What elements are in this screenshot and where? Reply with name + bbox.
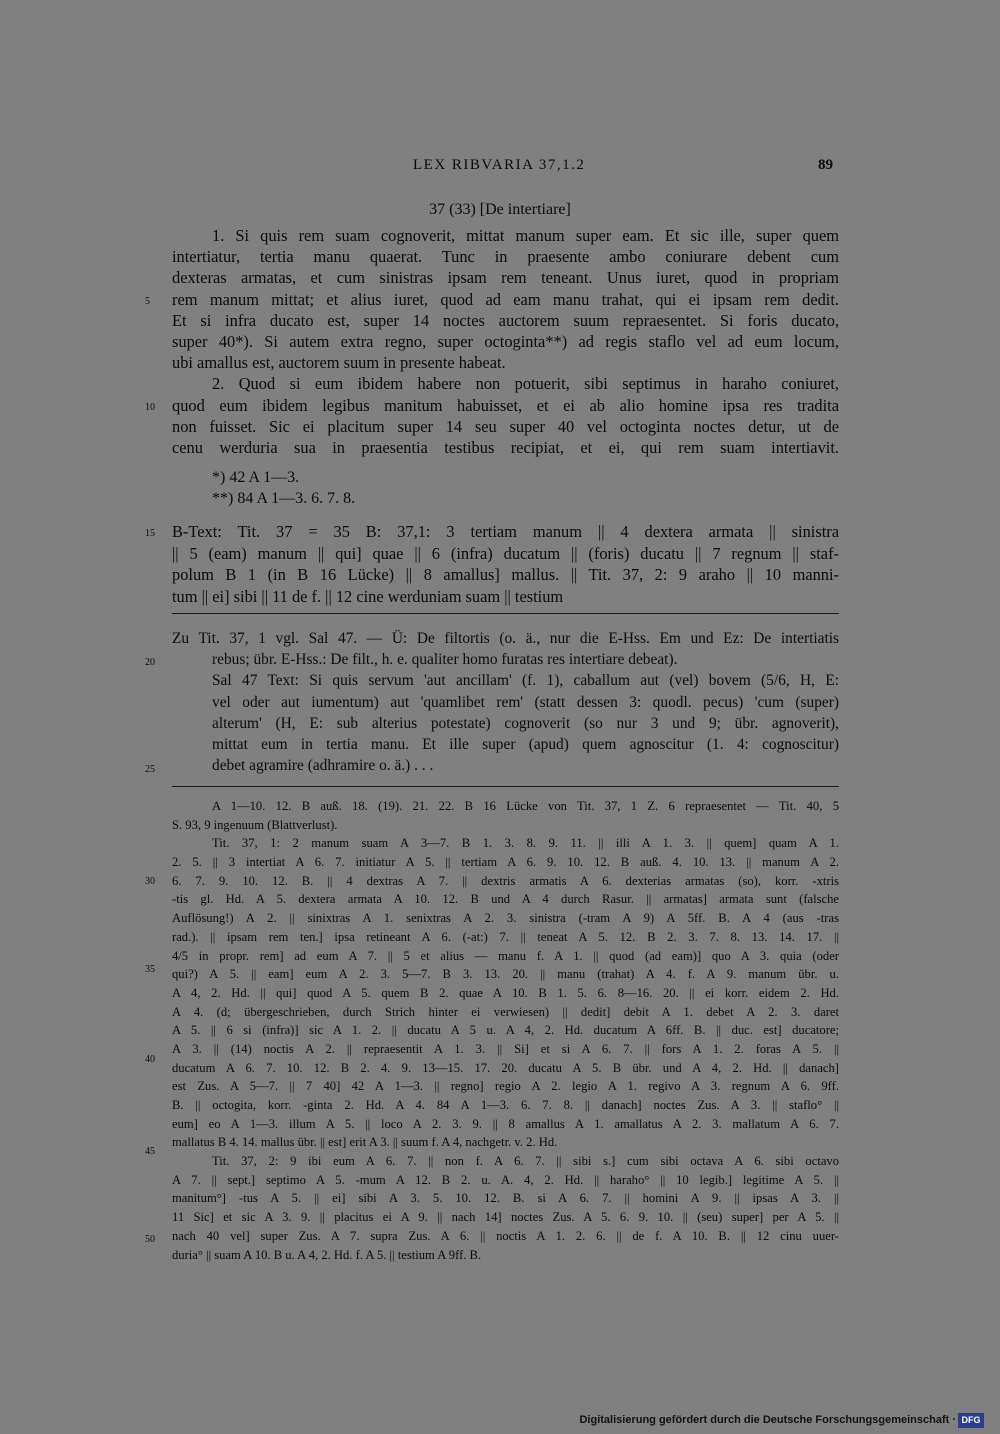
- text-line: non fuisset. Sic ei placitum super 14 seu super 40 vel octoginta noctes detur, ut de: [172, 416, 839, 436]
- apparatus-line: B. || octogita, korr. -ginta 2. Hd. A 4. 84 A 1—3. 6. 7. 8. || danach] noctes Zus. A 3. || staflo° ||: [172, 1098, 839, 1112]
- apparatus-line: Auflösung!) A 2. || sinixtras A 1. senixtras A 2. 3. sinistra (-tram A 9) A 5ff. B. A 4 (aus -tras: [172, 911, 839, 926]
- apparatus-line: A 5. || 6 si (infra)] sic A 1. 2. || ducatu A 5 u. A 4, 2. Hd. ducatum A 6ff. B. || duc. est] ducatore;: [172, 1023, 839, 1038]
- apparatus-line: A 4. (d; übergeschrieben, durch Strich hinter ei verwiesen) || dedit] debit A 1. debet A 2. 3. daret: [172, 1004, 839, 1019]
- line-number: 20: [145, 657, 155, 668]
- line-number: 15: [145, 528, 155, 539]
- apparatus-line: Tit. 37, 2: 9 ibi eum A 6. 7. || non f. A 6. 7. || sibi s.] cum sibi octava A 6. sibi octavo: [212, 1154, 839, 1169]
- line-number: 5: [145, 296, 150, 307]
- b-text-variants: [172, 521, 839, 607]
- footnote: **) 84 A 1—3. 6. 7. 8.: [212, 490, 356, 508]
- line-number: 10: [145, 402, 155, 413]
- apparatus-line: S. 93, 9 ingenuum (Blattverlust).: [172, 817, 338, 832]
- line-number: 30: [145, 876, 155, 887]
- apparatus-line: mallatus B 4. 14. mallus übr. || est] erit A 3. || suum f. A 4, nachgetr. v. 2. Hd.: [172, 1135, 558, 1150]
- apparatus-line: -tis gl. Hd. A 5. dextera armata A 10. 12. B und A 4 durch Rasur. || armatas] armata sunt (falsche: [172, 892, 839, 907]
- apparatus-line: Tit. 37, 1: 2 manum suam A 3—7. B 1. 3. 8. 9. 11. || illi A 1. 3. || quem] quam A 1.: [212, 836, 839, 851]
- btext-line: polum B 1 (in B 16 Lücke) || 8 amallus] mallus. || Tit. 37, 2: 9 araho || 10 manni-: [172, 565, 839, 584]
- commentary-line: mittat eum in tertia manu. Et ille super (apud) quem agnoscitur (1. 4: cognoscitur): [212, 735, 839, 753]
- apparatus-line: nach 40 vel] super Zus. A 7. supra Zus. A 6. || noctis A 1. 2. 6. || de f. A 10. B. || 12 cinu uuer-: [172, 1228, 839, 1243]
- apparatus-line: 4/5 in propr. rem] ad eum A 7. || 5 et alius — manu f. A 1. || quod (ad eam)] quo A 3. quia (oder: [172, 948, 839, 963]
- apparatus-line: A 1—10. 12. B auß. 18. (19). 21. 22. B 16 Lücke von Tit. 37, 1 Z. 6 repraesentet — Tit. 40, 5: [212, 799, 839, 813]
- apparatus-line: est Zus. A 5—7. || 7 40] 42 A 1—3. || regno] regio A 2. legio A 1. regivo A 3. regnum A 6. 9ff.: [172, 1079, 839, 1094]
- line-number: 35: [145, 964, 155, 975]
- line-number: 25: [145, 764, 155, 775]
- apparatus-line: eum] eo A 1—3. illum A 5. || loco A 2. 3. 9. || 8 amallus A 1. amallatus A 2. 3. mallatum A 6. 7.: [172, 1116, 839, 1131]
- commentary-line: alterum' (H, E: sub alterius potestate) cognoverit (so nur 3 und 9; übr. agnoverit),: [212, 714, 839, 732]
- chapter-title: 37 (33) [De intertiare]: [429, 201, 571, 218]
- apparatus-line: rad.). || ipsam rem ten.] ipsa retineant A 6. (-at:) 7. || teneat A 5. 12. B 2. 3. 7. 8. 13. 14. 17. ||: [172, 929, 839, 944]
- apparatus-line: manitum°] -tus A 5. || ei] sibi A 3. 5. 10. 12. B. si A 6. 7. || homini A 9. || ipsas A 3. ||: [172, 1191, 839, 1206]
- apparatus-line: ducatum A 6. 7. 10. 12. B 2. 4. 9. 13—15. 17. 20. ducatu A 5. B übr. und A 4, 2. Hd. || danach]: [172, 1060, 839, 1075]
- running-title: LEX RIBVARIA 37,1.2: [413, 157, 586, 173]
- btext-line: tum || ei] sibi || 11 de f. || 12 cine werduniam suam || testium: [172, 586, 564, 606]
- dfg-logo-icon: DFG: [958, 1413, 984, 1428]
- apparatus-line: A 3. || (14) noctis A 2. || repraesentit A 1. 3. || Si] et si A 6. 7. || fors A 1. 2. foras A 5. ||: [172, 1041, 839, 1056]
- text-line: intertiatur, tertia manu quaerat. Tunc in praesente ambo coniurare debent cum: [172, 247, 839, 267]
- commentary-line: vel oder aut iumentum) aut 'quamlibet rem' (statt dessen 3: quodl. pecus) 'cum (super): [212, 693, 839, 711]
- text-line: dexteras armatas, et cum sinistras ipsam rem teneant. Unus iuret, quod in propriam: [172, 268, 839, 288]
- apparatus-line: 2. 5. || 3 intertiat A 6. 7. initiatur A 5. || tertiam A 6. 9. 10. 12. B auß. 4. 10. 13. || manum A 2.: [172, 855, 839, 870]
- apparatus-line: A 4, 2. Hd. || qui] quod A 5. quem B 2. quae A 10. B 1. 5. 6. 8—16. 20. || ei korr. eidem 2. Hd.: [172, 985, 839, 1000]
- commentary-line: Zu Tit. 37, 1 vgl. Sal 47. — Ü: De filtortis (o. ä., nur die E-Hss. Em und Ez: De intertiatis: [172, 630, 839, 647]
- commentary-line: Sal 47 Text: Si quis servum 'aut ancillam' (f. 1), caballum aut (vel) bovem (5/6, H, E:: [212, 672, 839, 690]
- text-line: rem manum mittat; et alius iuret, quod ad eam manu trahat, qui ei ipsam rem dedit.: [172, 289, 839, 309]
- text-line: 2. Quod si eum ibidem habere non potuerit, sibi septimus in haraho coniuret,: [212, 374, 839, 394]
- footnote: *) 42 A 1—3.: [212, 469, 300, 486]
- text-line: cenu werduria sua in praesentia testibus recipiat, et ei, qui rem suam intertiavit.: [172, 437, 839, 457]
- footer-text: Digitalisierung gefördert durch die Deutsche Forschungsgemeinschaft ·: [579, 1414, 956, 1426]
- apparatus-line: A 7. || sept.] septimo A 5. -mum A 12. B 2. u. A. 4, 2. Hd. || haraho° || 10 legib.] legitime A 5. ||: [172, 1172, 839, 1187]
- main-text: [172, 225, 839, 458]
- apparatus-line: 6. 7. 9. 10. 12. B. || 4 dextras A 7. || dextris armatis A 6. dexterias armatas (so), korr. -xtris: [172, 873, 839, 888]
- page-number: 89: [818, 157, 833, 173]
- text-line: Et si infra ducato est, super 14 noctes auctorem suum repraesentet. Si foris ducato,: [172, 310, 839, 330]
- text-line: quod eum ibidem legibus manitum habuisset, et ei ab alio homine ipsa res tradita: [172, 395, 839, 415]
- text-line: 1. Si quis rem suam cognoverit, mittat manum super eam. Et sic ille, super quem: [212, 226, 839, 245]
- critical-apparatus: [172, 797, 839, 1264]
- line-number: 40: [145, 1054, 155, 1065]
- running-header: [0, 157, 1000, 181]
- footer-credit: [540, 1410, 990, 1432]
- apparatus-line: qui?) A 5. || eam] eum A 2. 3. 5—7. B 3. 13. 20. || manu (trahat) A 4. f. A 9. manum übr. u.: [172, 967, 839, 982]
- section-divider: [172, 786, 839, 787]
- line-number: 50: [145, 1234, 155, 1245]
- text-line: super 40*). Si autem extra regno, super octoginta**) ad regis staflo vel ad eum locum,: [172, 331, 839, 351]
- commentary: [172, 628, 839, 776]
- apparatus-line: 11 Sic] et sic A 3. 9. || placitus ei A 9. || nach 14] noctes Zus. A 5. 6. 9. 10. || (seu) super] per A 5. ||: [172, 1210, 839, 1225]
- btext-line: || 5 (eam) manum || qui] quae || 6 (infra) ducatum || (foris) ducatu || 7 regnum || staf-: [172, 543, 839, 563]
- footnotes: [212, 467, 355, 509]
- section-divider: [172, 613, 839, 614]
- text-line: ubi amallus est, auctorem suum in presente habeat.: [172, 353, 506, 373]
- apparatus-line: duria° || suam A 10. B u. A 4, 2. Hd. f. A 5. || testium A 9ff. B.: [172, 1247, 482, 1262]
- line-number: 45: [145, 1146, 155, 1157]
- commentary-line: debet agramire (adhramire o. ä.) . . .: [212, 757, 434, 775]
- btext-line: B-Text: Tit. 37 = 35 B: 37,1: 3 tertiam manum || 4 dextera armata || sinistra: [172, 522, 839, 541]
- commentary-line: rebus; übr. E-Hss.: De filt., h. e. qualiter homo furatas res intertiare debeat).: [212, 651, 678, 669]
